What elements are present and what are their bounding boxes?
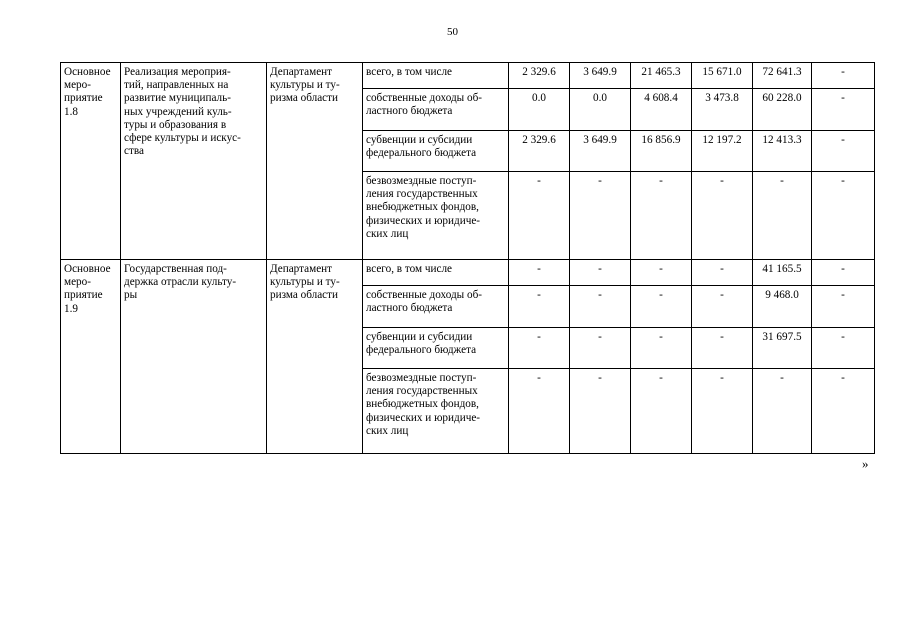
closing-quote-mark: » (862, 456, 869, 471)
value-cell: - (570, 286, 631, 328)
text-line: внебюджетных фондов, (366, 398, 479, 411)
funding-table (60, 62, 875, 454)
text-line: всего, в том числе (366, 263, 452, 275)
value-cell: 9 468.0 (753, 286, 812, 328)
text-line: всего, в том числе (366, 66, 452, 78)
text-line: безвозмездные поступ- (366, 372, 477, 384)
value-cell: - (812, 328, 875, 369)
value-cell: 12 197.2 (692, 131, 753, 172)
text-line: безвозмездные поступ- (366, 175, 477, 187)
page-number: 50 (447, 26, 458, 38)
activity-name-cell (121, 260, 267, 454)
value-cell: 12 413.3 (753, 131, 812, 172)
value-cell: - (812, 89, 875, 131)
activity-name-cell (121, 63, 267, 260)
text-line: туры и образования в (124, 118, 227, 131)
text-line: ских лиц (366, 227, 409, 240)
value-cell: - (509, 328, 570, 369)
value-cell: - (570, 172, 631, 260)
value-cell: 0.0 (509, 89, 570, 131)
text-line: субвенции и субсидии (366, 331, 473, 343)
text-line: Департамент (270, 263, 333, 275)
text-line: Основное (64, 66, 111, 78)
value-cell: 3 473.8 (692, 89, 753, 131)
text-line: Реализация мероприя- (124, 66, 231, 78)
text-line: меро- (64, 276, 91, 289)
text-line: приятие (64, 289, 103, 302)
value-cell: 16 856.9 (631, 131, 692, 172)
text-line: развитие муниципаль- (124, 92, 231, 105)
value-cell: - (570, 328, 631, 369)
text-line: тий, направленных на (124, 79, 229, 92)
text-line: ластного бюджета (366, 302, 453, 315)
text-line: собственные доходы об- (366, 92, 483, 104)
value-cell: - (692, 369, 753, 454)
value-cell: - (812, 260, 875, 286)
text-line: меро- (64, 79, 91, 92)
table-row (61, 260, 875, 286)
funding-source-cell (363, 369, 509, 454)
text-line: ления государственных (366, 188, 478, 201)
text-line: ления государственных (366, 385, 478, 398)
text-line: ризма области (270, 289, 339, 302)
text-line: ских лиц (366, 424, 409, 437)
text-line: Департамент (270, 66, 333, 78)
value-cell: 41 165.5 (753, 260, 812, 286)
text-line: держка отрасли культу- (124, 276, 237, 289)
text-line: физических и юридиче- (366, 214, 481, 227)
value-cell: 72 641.3 (753, 63, 812, 89)
text-line: ризма области (270, 92, 339, 105)
text-line: ства (124, 145, 144, 158)
value-cell: 3 649.9 (570, 131, 631, 172)
text-line: Государственная под- (124, 263, 227, 275)
text-line: культуры и ту- (270, 276, 340, 289)
funding-source-cell (363, 328, 509, 369)
text-line: 1.9 (64, 302, 78, 315)
value-cell: 15 671.0 (692, 63, 753, 89)
value-cell: - (631, 172, 692, 260)
text-line: приятие (64, 92, 103, 105)
value-cell: - (812, 286, 875, 328)
value-cell: - (570, 260, 631, 286)
text-line: Основное (64, 263, 111, 275)
text-line: 1.8 (64, 105, 78, 118)
value-cell: - (692, 260, 753, 286)
text-line: культуры и ту- (270, 79, 340, 92)
text-line: внебюджетных фондов, (366, 201, 479, 214)
value-cell: - (812, 369, 875, 454)
text-line: субвенции и субсидии (366, 134, 473, 146)
funding-source-cell (363, 63, 509, 89)
value-cell: - (812, 131, 875, 172)
value-cell: - (509, 172, 570, 260)
text-line: ных учреждений куль- (124, 105, 232, 118)
executor-cell (267, 63, 363, 260)
value-cell: 3 649.9 (570, 63, 631, 89)
text-line: ластного бюджета (366, 105, 453, 118)
activity-type-cell (61, 260, 121, 454)
value-cell: - (570, 369, 631, 454)
text-line: федерального бюджета (366, 344, 477, 357)
value-cell: 2 329.6 (509, 131, 570, 172)
value-cell: 21 465.3 (631, 63, 692, 89)
value-cell: - (509, 260, 570, 286)
value-cell: - (631, 286, 692, 328)
value-cell: 4 608.4 (631, 89, 692, 131)
value-cell: 0.0 (570, 89, 631, 131)
value-cell: - (509, 369, 570, 454)
value-cell: - (631, 260, 692, 286)
value-cell: - (812, 172, 875, 260)
table-row (61, 63, 875, 89)
value-cell: - (509, 286, 570, 328)
funding-source-cell (363, 89, 509, 131)
activity-type-cell (61, 63, 121, 260)
value-cell: - (753, 369, 812, 454)
value-cell: 2 329.6 (509, 63, 570, 89)
value-cell: 60 228.0 (753, 89, 812, 131)
text-line: сфере культуры и искус- (124, 132, 241, 145)
value-cell: - (692, 328, 753, 369)
value-cell: - (631, 369, 692, 454)
text-line: физических и юридиче- (366, 411, 481, 424)
value-cell: - (753, 172, 812, 260)
value-cell: - (692, 172, 753, 260)
funding-source-cell (363, 172, 509, 260)
text-line: ры (124, 289, 138, 302)
text-line: федерального бюджета (366, 147, 477, 160)
funding-source-cell (363, 260, 509, 286)
value-cell: - (812, 63, 875, 89)
funding-source-cell (363, 286, 509, 328)
funding-source-cell (363, 131, 509, 172)
value-cell: - (692, 286, 753, 328)
executor-cell (267, 260, 363, 454)
value-cell: 31 697.5 (753, 328, 812, 369)
value-cell: - (631, 328, 692, 369)
text-line: собственные доходы об- (366, 289, 483, 301)
